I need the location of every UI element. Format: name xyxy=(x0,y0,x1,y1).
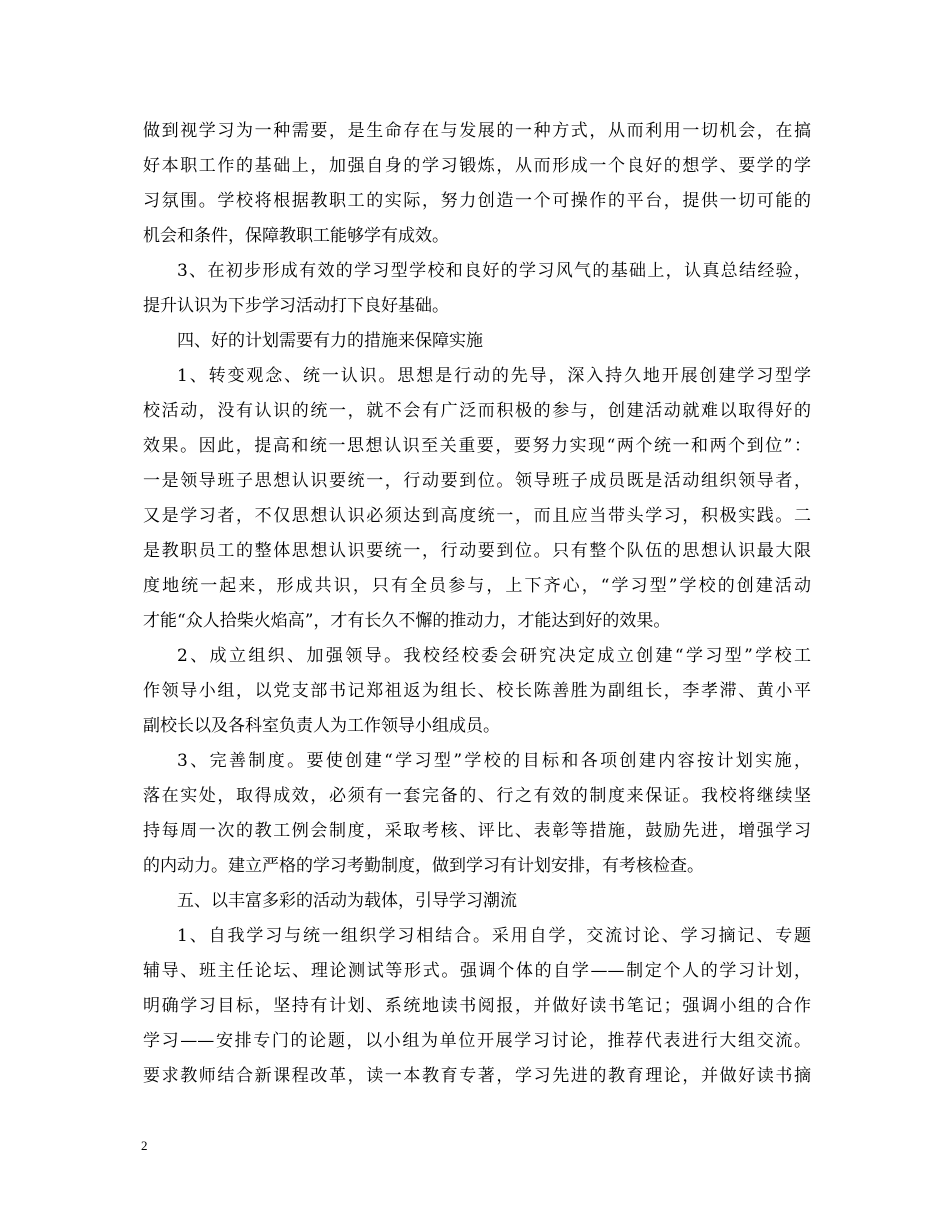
text-line: 是教职员工的整体思想认识要统一，行动要到位。只有整个队伍的思想认识最大限 xyxy=(143,541,811,561)
text-line: 做到视学习为一种需要，是生命存在与发展的一种方式，从而利用一切机会，在搞 xyxy=(143,121,811,141)
text-line: 1、自我学习与统一组织学习相结合。采用自学，交流讨论、学习摘记、专题 xyxy=(177,926,811,946)
text-line: 四、好的计划需要有力的措施来保障实施 xyxy=(177,331,483,351)
text-line: 副校长以及各科室负责人为工作领导小组成员。 xyxy=(143,716,500,736)
body-text xyxy=(143,114,811,1094)
text-line: 校活动，没有认识的统一，就不会有广泛而积极的参与，创建活动就难以取得好的 xyxy=(143,401,811,421)
text-line: 明确学习目标，坚持有计划、系统地读书阅报，并做好读书笔记；强调小组的合作 xyxy=(143,996,811,1016)
text-line: 持每周一次的教工例会制度，采取考核、评比、表彰等措施，鼓励先进，增强学习 xyxy=(143,821,811,841)
text-line: 落在实处，取得成效，必须有一套完备的、行之有效的制度来保证。我校将继续坚 xyxy=(143,786,811,806)
text-line: 作领导小组，以党支部书记郑祖返为组长、校长陈善胜为副组长，李孝滞、黄小平 xyxy=(143,681,811,701)
text-line: 一是领导班子思想认识要统一，行动要到位。领导班子成员既是活动组织领导者， xyxy=(143,471,811,491)
text-line: 学习——安排专门的论题，以小组为单位开展学习讨论，推荐代表进行大组交流。 xyxy=(143,1031,811,1051)
text-line: 五、以丰富多彩的活动为载体，引导学习潮流 xyxy=(177,891,517,911)
text-line: 才能“众人拾柴火焰高”，才有长久不懈的推动力，才能达到好的效果。 xyxy=(143,611,671,631)
text-line: 2、成立组织、加强领导。我校经校委会研究决定成立创建“学习型”学校工 xyxy=(177,646,811,666)
text-line: 好本职工作的基础上，加强自身的学习锻炼，从而形成一个良好的想学、要学的学 xyxy=(143,156,811,176)
text-line: 3、完善制度。要使创建“学习型”学校的目标和各项创建内容按计划实施， xyxy=(177,751,811,771)
text-line: 度地统一起来，形成共识，只有全员参与，上下齐心，“学习型”学校的创建活动 xyxy=(143,576,811,596)
text-line: 的内动力。建立严格的学习考勤制度，做到学习有计划安排，有考核检查。 xyxy=(143,856,704,876)
text-line: 习氛围。学校将根据教职工的实际，努力创造一个可操作的平台，提供一切可能的 xyxy=(143,191,811,211)
text-line: 效果。因此，提高和统一思想认识至关重要，要努力实现“两个统一和两个到位”： xyxy=(143,436,811,456)
text-line: 又是学习者，不仅思想认识必须达到高度统一，而且应当带头学习，积极实践。二 xyxy=(143,506,811,526)
text-line: 提升认识为下步学习活动打下良好基础。 xyxy=(143,296,449,316)
text-line: 机会和条件，保障教职工能够学有成效。 xyxy=(143,226,449,246)
text-line: 1、转变观念、统一认识。思想是行动的先导，深入持久地开展创建学习型学 xyxy=(177,366,811,386)
text-line: 3、在初步形成有效的学习型学校和良好的学习风气的基础上，认真总结经验， xyxy=(177,261,811,281)
text-line: 辅导、班主任论坛、理论测试等形式。强调个体的自学——制定个人的学习计划， xyxy=(143,961,811,981)
page-number: 2 xyxy=(141,1138,148,1153)
text-line: 要求教师结合新课程改革，读一本教育专著，学习先进的教育理论，并做好读书摘 xyxy=(143,1066,811,1086)
